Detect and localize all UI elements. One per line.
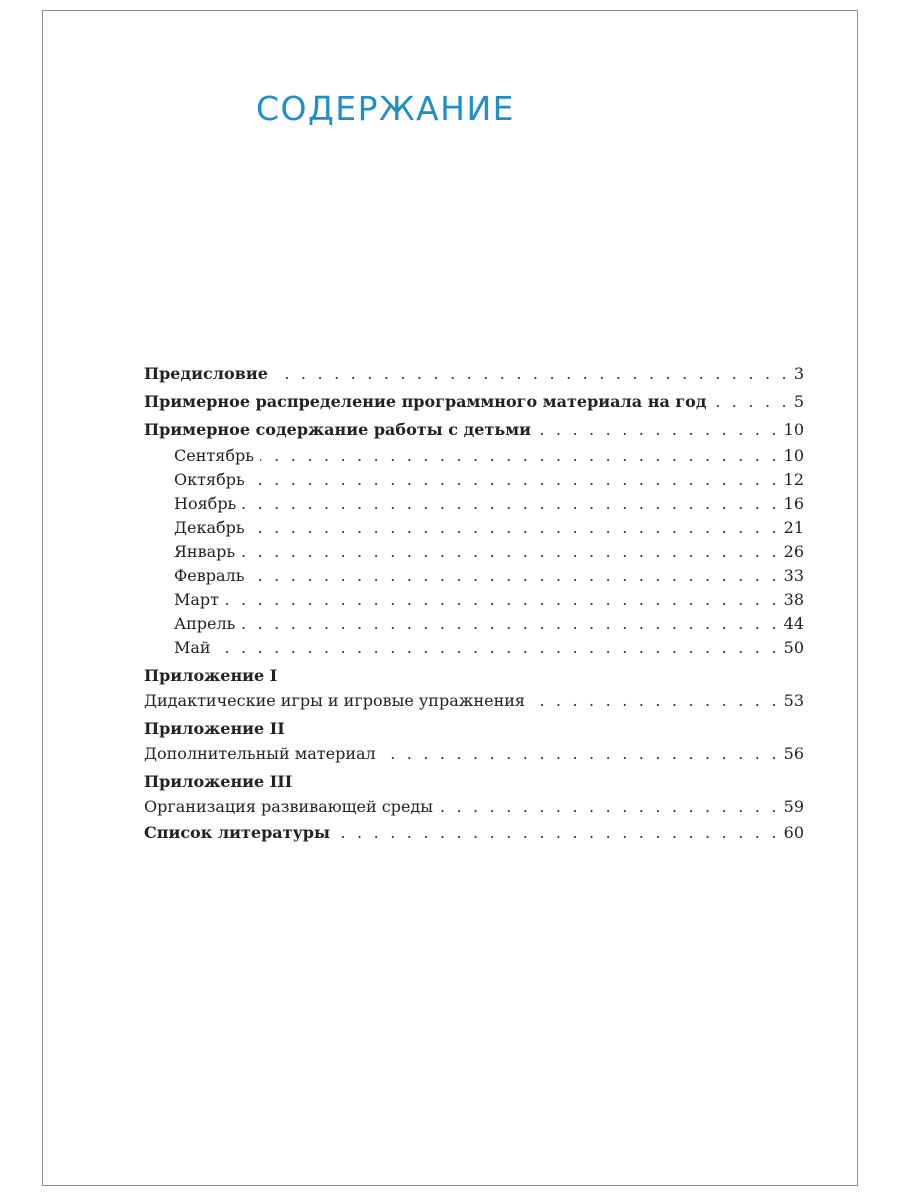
toc-heading-appendix-3 [144,769,804,795]
toc-page-number: 50 [783,638,804,657]
toc-page-number: 56 [783,744,804,763]
toc-entry-month[interactable] [144,516,804,540]
toc-entry-month[interactable] [144,612,804,636]
toc-leader-dots [260,444,780,468]
toc-page-number: 12 [783,470,804,489]
toc-leader-dots [251,468,780,492]
toc-leader-dots [251,516,780,540]
toc-heading-label: Приложение II [144,719,285,738]
toc-heading-label: Приложение I [144,666,278,685]
toc-entry-label: Предисловие [144,364,268,383]
toc-entry-label: Дополнительный материал [144,744,376,763]
toc-leader-dots [250,564,779,588]
toc-entry-month[interactable] [144,588,804,612]
toc-page-number: 10 [783,420,804,439]
toc-leader-dots [242,492,779,516]
toc-entry-appendix-2[interactable] [144,742,804,766]
toc-entry-distribution[interactable] [144,388,804,416]
toc-heading-appendix-1 [144,663,804,689]
document-page [42,10,858,1186]
toc-page-number: 3 [793,364,804,383]
table-of-contents [144,360,804,847]
toc-leader-dots [537,416,780,444]
toc-entry-label: Май [174,638,211,657]
toc-entry-references[interactable] [144,819,804,847]
toc-page-number: 26 [783,542,804,561]
toc-entry-label: Ноябрь [174,494,237,513]
toc-entry-appendix-3[interactable] [144,795,804,819]
toc-entry-appendix-1[interactable] [144,689,804,713]
toc-leader-dots [241,540,780,564]
toc-entry-label: Февраль [174,566,245,585]
toc-entry-label: Организация развивающей среды [144,797,434,816]
toc-leader-dots [274,360,790,388]
toc-entry-label: Март [174,590,220,609]
toc-entry-preface[interactable] [144,360,804,388]
toc-leader-dots [382,742,780,766]
toc-page-number: 10 [783,446,804,465]
toc-entry-month[interactable] [144,492,804,516]
toc-page-number: 33 [783,566,804,585]
toc-entry-label: Дидактические игры и игровые упражнения [144,691,526,710]
toc-page-number: 21 [783,518,804,537]
toc-page-number: 16 [783,494,804,513]
toc-entry-label: Январь [174,542,236,561]
toc-entry-label: Апрель [174,614,236,633]
toc-entry-month[interactable] [144,636,804,660]
toc-leader-dots [531,689,780,713]
toc-entry-month[interactable] [144,468,804,492]
toc-page-number: 53 [783,691,804,710]
toc-entry-label: Примерное распределение программного материала на год [144,392,707,411]
toc-heading-label: Приложение III [144,772,293,791]
toc-leader-dots [336,819,780,847]
toc-entry-month[interactable] [144,444,804,468]
toc-entry-label: Примерное содержание работы с детьми [144,420,531,439]
toc-leader-dots [217,636,780,660]
toc-leader-dots [225,588,780,612]
toc-leader-dots [439,795,780,819]
toc-entry-label: Октябрь [174,470,245,489]
toc-entry-month[interactable] [144,540,804,564]
toc-entry-month[interactable] [144,564,804,588]
toc-page-number: 60 [783,823,804,842]
toc-entry-label: Сентябрь [174,446,254,465]
toc-heading-appendix-2 [144,716,804,742]
toc-leader-dots [241,612,779,636]
toc-entry-content[interactable] [144,416,804,444]
toc-entry-label: Декабрь [174,518,245,537]
toc-page-number: 38 [783,590,804,609]
toc-entry-label: Список литературы [144,823,331,842]
toc-leader-dots [713,388,790,416]
page-title: СОДЕРЖАНИЕ [256,89,516,128]
toc-page-number: 44 [783,614,804,633]
toc-page-number: 5 [793,392,804,411]
toc-page-number: 59 [783,797,804,816]
